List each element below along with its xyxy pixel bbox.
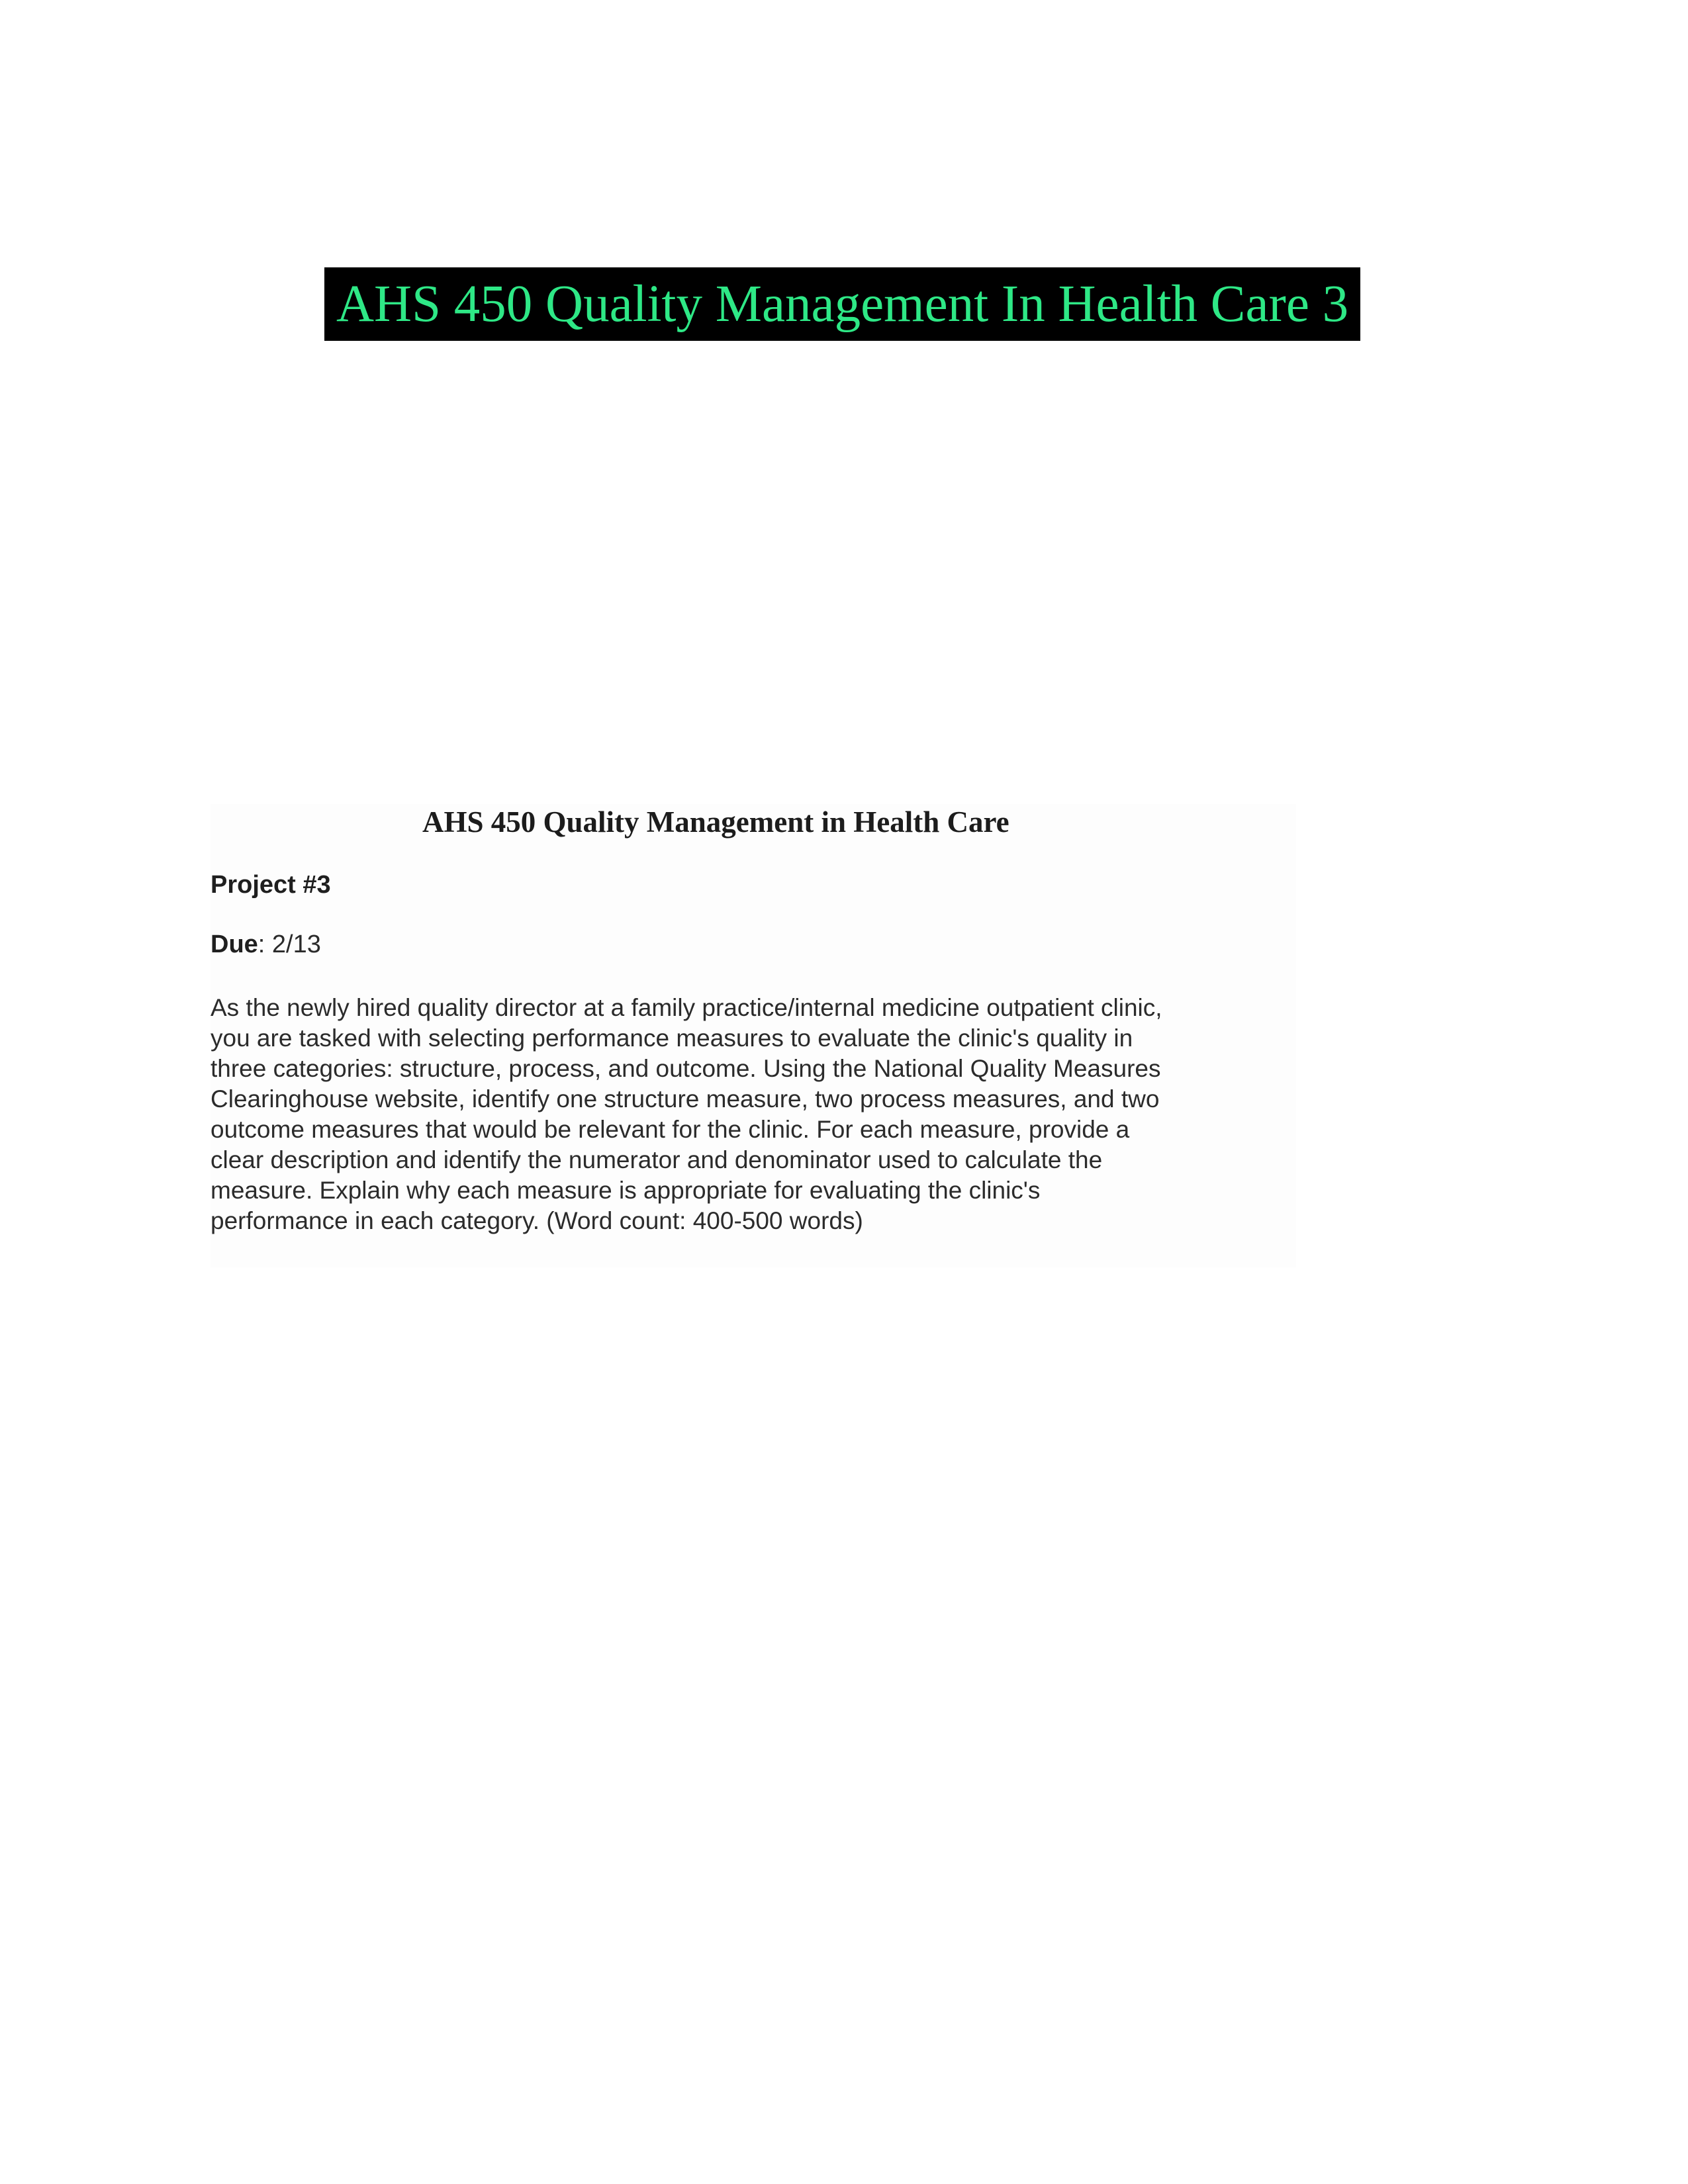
description-line: you are tasked with selecting performance measures to evaluate the clinic's quality in xyxy=(211,1024,1133,1052)
description-line: three categories: structure, process, and outcome. Using the National Quality Measures xyxy=(211,1055,1161,1082)
description-line: As the newly hired quality director at a family practice/internal medicine outpatient clinic, xyxy=(211,994,1162,1021)
embedded-assignment-image xyxy=(211,804,1296,1267)
title-banner xyxy=(324,267,1360,341)
banner-title: AHS 450 Quality Management In Health Care 3 xyxy=(336,275,1349,333)
description-line: Clearinghouse website, identify one structure measure, two process measures, and two xyxy=(211,1085,1160,1113)
due-value: : 2/13 xyxy=(258,931,321,958)
document-title: AHS 450 Quality Management in Health Care xyxy=(422,805,1009,839)
description-line: outcome measures that would be relevant for the clinic. For each measure, provide a xyxy=(211,1116,1130,1143)
due-label: Due xyxy=(211,931,258,958)
description-line: performance in each category. (Word count: 400-500 words) xyxy=(211,1207,863,1234)
assignment-description xyxy=(211,993,1296,1236)
description-line: measure. Explain why each measure is appropriate for evaluating the clinic's xyxy=(211,1177,1041,1204)
project-number: Project #3 xyxy=(211,871,331,899)
description-line: clear description and identify the numerator and denominator used to calculate the xyxy=(211,1146,1103,1173)
due-date xyxy=(211,930,321,960)
